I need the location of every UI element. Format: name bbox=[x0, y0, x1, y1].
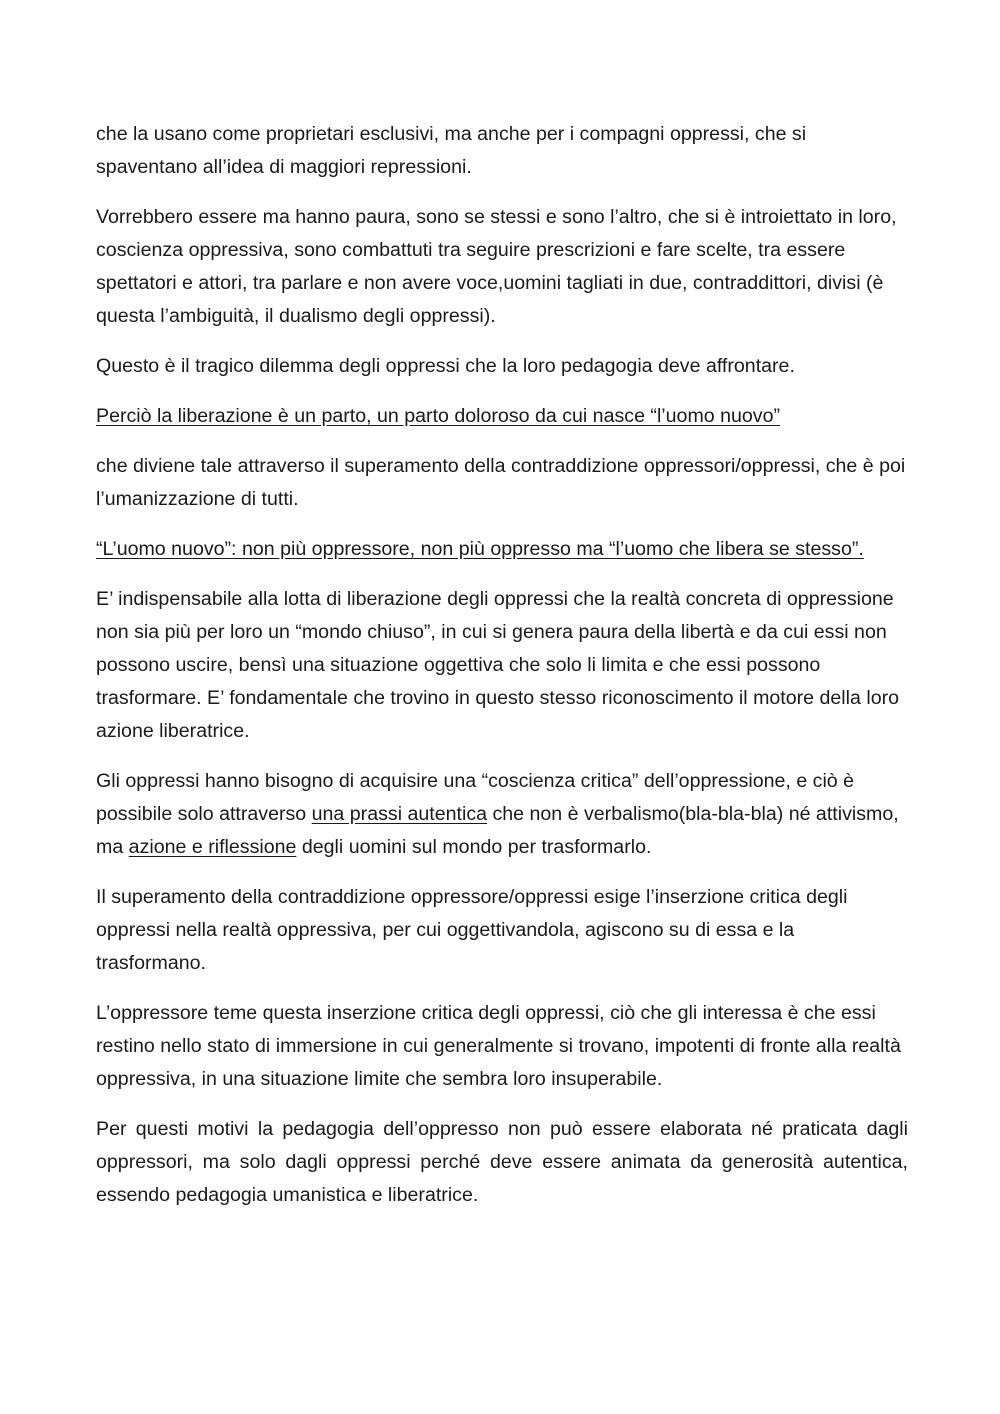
text-segment: Il superamento della contraddizione oppressore/oppressi esige l’inserzione critica degli oppressi nella realtà oppressiva, per cui oggettivandola, agiscono su di essa e la trasformano. bbox=[96, 886, 848, 974]
underlined-text: una prassi autentica bbox=[311, 803, 488, 825]
underlined-text: Perciò la liberazione è un parto, un parto doloroso da cui nasce “l’uomo nuovo” bbox=[96, 405, 781, 427]
text-segment: Questo è il tragico dilemma degli oppressi che la loro pedagogia deve affrontare. bbox=[96, 355, 795, 377]
text-segment: L’oppressore teme questa inserzione critica degli oppressi, ciò che gli interessa è che essi restino nello stato di immersione in cui generalmente si trovano, impotenti di fronte alla realtà oppressiva, in una situazione limite che sembra loro insuperabile. bbox=[96, 1002, 901, 1090]
paragraph-10 bbox=[96, 997, 908, 1096]
paragraph-11 bbox=[96, 1113, 908, 1212]
text-segment: E’ indispensabile alla lotta di liberazione degli oppressi che la realtà concreta di oppressione non sia più per loro un “mondo chiuso”, in cui si genera paura della libertà e da cui essi non possono uscire, bensì una situazione oggettiva che solo li limita e che essi possono trasformare. E’ fondamentale che trovino in questo stesso riconoscimento il motore della loro azione liberatrice. bbox=[96, 588, 900, 742]
paragraph-1 bbox=[96, 118, 908, 184]
text-segment: che diviene tale attraverso il superamento della contraddizione oppressori/oppressi, che è poi l’umanizzazione di tutti. bbox=[96, 455, 906, 510]
underlined-text: azione e riflessione bbox=[128, 836, 297, 858]
text-segment: Vorrebbero essere ma hanno paura, sono se stessi e sono l’altro, che si è introiettato in loro, coscienza oppressiva, sono combattuti tra seguire prescrizioni e fare scelte, tra essere spettatori e attori, tra parlare e non avere voce,uomini tagliati in due, contraddittori, divisi (è questa l’ambiguità, il dualismo degli oppressi). bbox=[96, 206, 897, 327]
text-segment: che la usano come proprietari esclusivi, ma anche per i compagni oppressi, che si spaventano all’idea di maggiori repressioni. bbox=[96, 123, 807, 178]
text-segment: Per questi motivi la pedagogia dell’oppresso non può essere elaborata né praticata dagli oppressori, ma solo dagli oppressi perché deve essere animata da generosità autentica, essendo pedagogia umanistica e liberatrice. bbox=[96, 1118, 908, 1206]
underlined-text: “L’uomo nuovo”: non più oppressore, non più oppresso ma “l’uomo che libera se stesso”. bbox=[96, 538, 864, 560]
paragraph-3 bbox=[96, 350, 908, 383]
text-segment: che non è verbalismo(bla-bla-bla) né attivismo, ma bbox=[96, 803, 899, 858]
paragraph-7 bbox=[96, 583, 908, 748]
paragraph-9 bbox=[96, 881, 908, 980]
document-body bbox=[96, 118, 908, 1229]
text-segment: Gli oppressi hanno bisogno di acquisire una “coscienza critica” dell’oppressione, e ciò è possibile solo attraverso bbox=[96, 770, 855, 825]
text-segment: degli uomini sul mondo per trasformarlo. bbox=[296, 836, 652, 858]
paragraph-2 bbox=[96, 201, 908, 333]
paragraph-5 bbox=[96, 450, 908, 516]
paragraph-8 bbox=[96, 765, 908, 864]
paragraph-6 bbox=[96, 533, 908, 566]
paragraph-4 bbox=[96, 400, 908, 433]
